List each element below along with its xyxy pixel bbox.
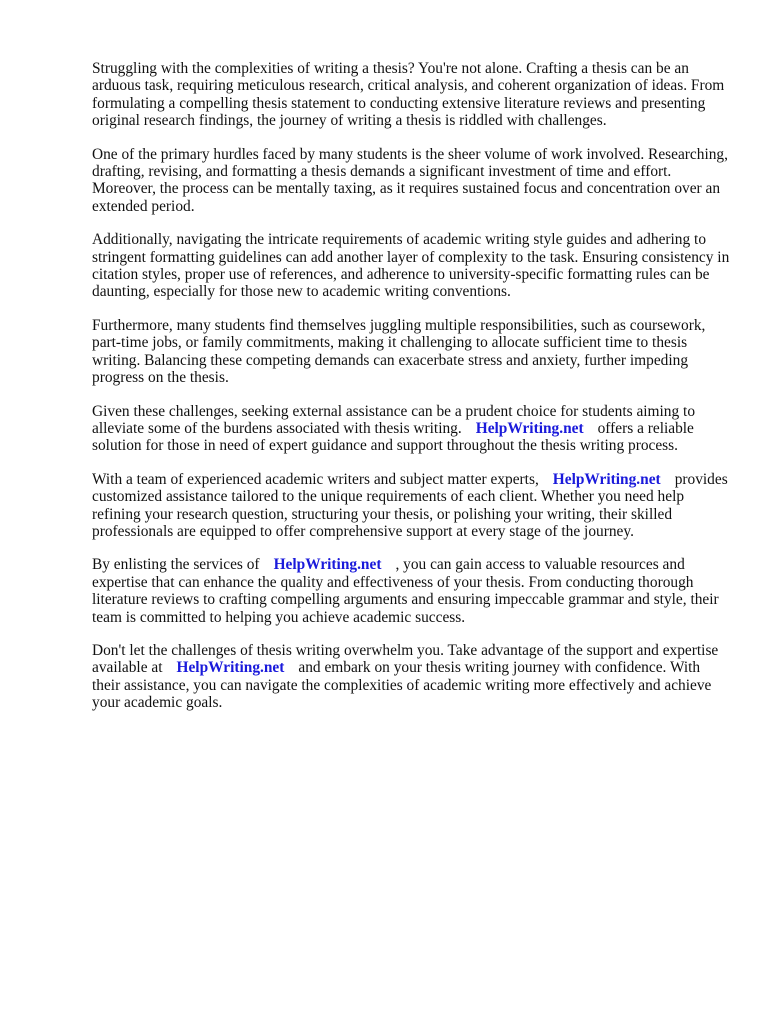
document-body — [92, 60, 732, 728]
paragraph-text: With a team of experienced academic writers and subject matter experts, — [92, 470, 539, 488]
paragraph-formatting: Additionally, navigating the intricate requirements of academic writing style guides and adhering to stringent formatting guidelines can add another layer of complexity to the task. Ensuring consistency in citation styles, proper use of references, and adherence to university-specific formatting rules can be daunting, especially for those new to academic writing conventions. — [92, 231, 730, 301]
paragraph-text: , you can gain access to valuable resources and expertise that can enhance the quality and effectiveness of your thesis. From conducting thorough literature reviews to crafting compelling arguments and ensuring impeccable grammar and style, their team is committed to helping you achieve academic success. — [92, 556, 719, 626]
paragraph-text: and embark on your thesis writing journey with confidence. With their assistance, you can navigate the complexities of academic writing more effectively and achieve your academic goals. — [92, 659, 712, 712]
helpwriting-link[interactable]: HelpWriting.net — [552, 470, 661, 488]
paragraph-conclusion — [92, 642, 732, 712]
helpwriting-link[interactable]: HelpWriting.net — [176, 659, 285, 677]
paragraph-text: offers a reliable solution for those in need of expert guidance and support throughout the thesis writing process. — [92, 419, 694, 455]
paragraph-text: Given these challenges, seeking external assistance can be a prudent choice for students aiming to alleviate some of the burdens associated with thesis writing. — [92, 402, 696, 437]
paragraph-text: provides customized assistance tailored to the unique requirements of each client. Whether you need help refining your research question, structuring your thesis, or polishing your writing, their skilled professionals are equipped to offer comprehensive support at every stage of the journey. — [92, 470, 728, 540]
helpwriting-link[interactable]: HelpWriting.net — [475, 419, 584, 437]
paragraph-services — [92, 556, 732, 626]
paragraph-text: Don't let the challenges of thesis writing overwhelm you. Take advantage of the support and expertise available at — [92, 641, 719, 677]
paragraph-assistance — [92, 403, 732, 455]
helpwriting-link[interactable]: HelpWriting.net — [273, 556, 382, 574]
paragraph-intro: Struggling with the complexities of writing a thesis? You're not alone. Crafting a thesis can be an arduous task, requiring meticulous research, critical analysis, and coherent organization of ideas. From formulating a compelling thesis statement to conducting extensive literature reviews and presenting original research findings, the journey of writing a thesis is riddled with challenges. — [92, 60, 725, 130]
paragraph-responsibilities: Furthermore, many students find themselves juggling multiple responsibilities, such as coursework, part-time jobs, or family commitments, making it challenging to allocate sufficient time to thesis writing. Balancing these competing demands can exacerbate stress and anxiety, further impeding progress on the thesis. — [92, 316, 706, 387]
paragraph-team — [92, 471, 732, 541]
paragraph-hurdles: One of the primary hurdles faced by many students is the sheer volume of work involved. Researching, drafting, revising, and formatting a thesis demands a significant investment of time and effort. Moreover, the process can be mentally taxing, as it requires sustained focus and concentration over an extended period. — [92, 145, 728, 215]
paragraph-text: By enlisting the services of — [92, 556, 260, 574]
